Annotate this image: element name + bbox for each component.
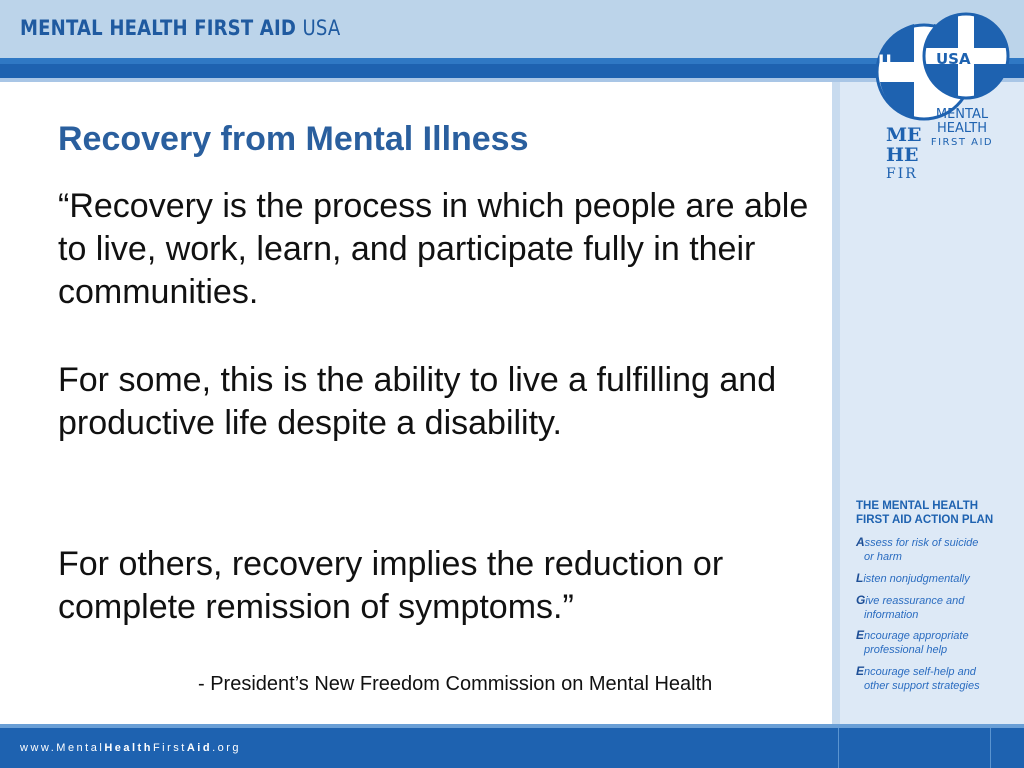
- action-plan-item-listen: [856, 571, 1016, 586]
- action-text: ncourage self-help and: [864, 666, 976, 678]
- action-plan-item-assess: [856, 535, 1016, 564]
- logo-back-fir: FIR: [886, 166, 918, 182]
- url-part: Mental: [56, 742, 105, 754]
- action-text-cont: information: [864, 609, 919, 621]
- action-plan-item-encourage-self-help: [856, 664, 1016, 693]
- action-text-cont: or harm: [864, 551, 902, 563]
- action-letter: G: [856, 593, 866, 607]
- header-stripe-dark: [0, 64, 1024, 78]
- brand-usa: USA: [302, 16, 341, 40]
- footer-divider: [838, 728, 839, 768]
- action-letter: E: [856, 628, 865, 642]
- footer-website-link[interactable]: [20, 742, 241, 754]
- url-part: Health: [104, 742, 153, 754]
- logo-line-first-aid: FIRST AID: [930, 137, 994, 148]
- quote-paragraph-2: For some, this is the ability to live a fulfilling and productive life despite a disability.: [58, 361, 777, 442]
- slide-title: Recovery from Mental Illness: [58, 120, 529, 158]
- action-plan-heading-line-2: FIRST AID ACTION PLAN: [856, 514, 994, 526]
- footer-divider: [990, 728, 991, 768]
- brand-wordmark: [20, 16, 340, 40]
- url-part: Aid: [186, 742, 213, 754]
- action-letter: L: [856, 571, 864, 585]
- logo-usa: USA: [936, 50, 971, 68]
- action-plan-item-encourage-professional: [856, 628, 1016, 657]
- action-letter: A: [856, 535, 865, 549]
- action-plan-heading-line-1: THE MENTAL HEALTH: [856, 500, 979, 512]
- footer-stripe: [0, 724, 1024, 728]
- quote-paragraph-3: For others, recovery implies the reduction or complete remission of symptoms.”: [58, 545, 724, 626]
- action-text-cont: other support strategies: [864, 680, 980, 692]
- url-part: First: [152, 742, 187, 754]
- quote-paragraph-1: “Recovery is the process in which people are able to live, work, learn, and participate fully in their communities.: [58, 187, 809, 311]
- action-letter: E: [856, 664, 865, 678]
- action-text: ssess for risk of suicide: [864, 537, 979, 549]
- action-text: isten nonjudgmentally: [863, 573, 970, 585]
- url-part: .org: [212, 742, 242, 754]
- action-plan-item-give: [856, 593, 1016, 622]
- logo-back-me: ME: [886, 124, 922, 146]
- logo-line-mental: MENTAL: [935, 107, 989, 122]
- logo-back-he: HE: [886, 144, 919, 166]
- logo-wordmark: [929, 108, 995, 150]
- logo-line-health: HEALTH: [936, 121, 988, 136]
- logo-back-usa: U: [878, 52, 892, 72]
- action-text: ncourage appropriate: [864, 630, 969, 642]
- action-plan-heading: [856, 499, 993, 527]
- url-part: www.: [20, 742, 57, 754]
- quote-attribution: - President’s New Freedom Commission on Mental Health: [198, 673, 713, 695]
- action-text: ive reassurance and: [865, 595, 965, 607]
- action-text-cont: professional help: [864, 644, 948, 656]
- brand-main: MENTAL HEALTH FIRST AID: [20, 16, 297, 40]
